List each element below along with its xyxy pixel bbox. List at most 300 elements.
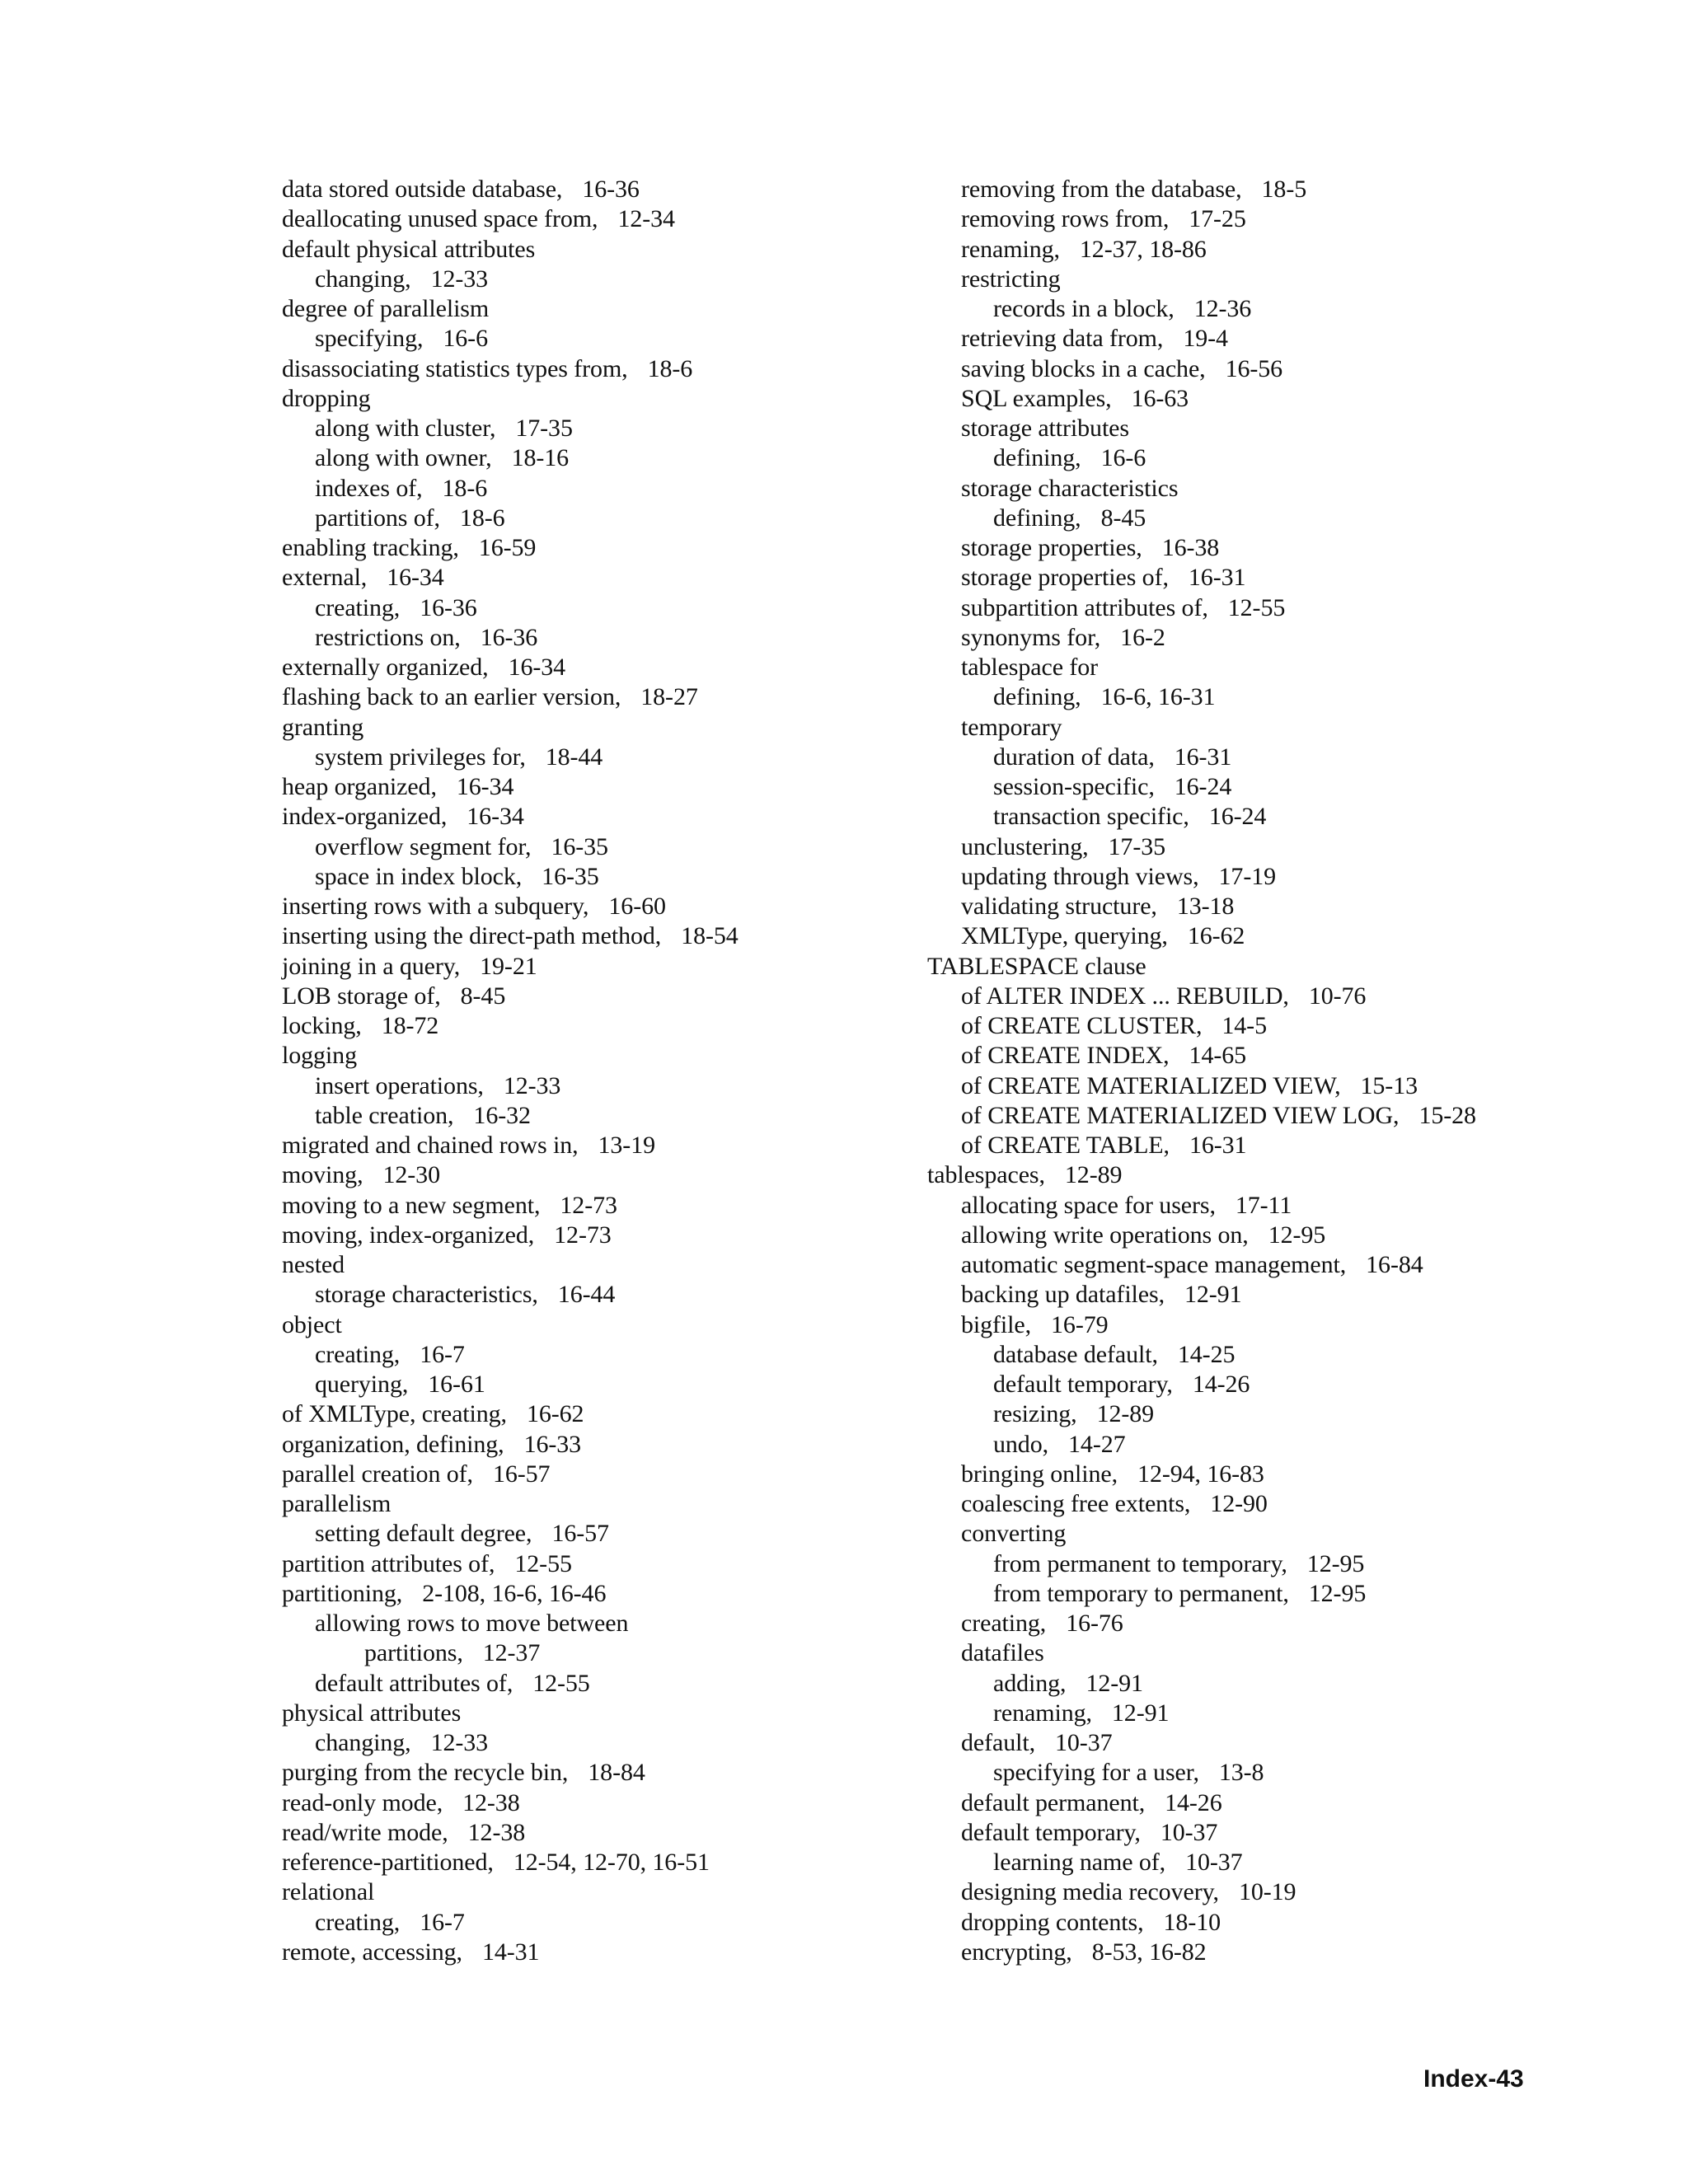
- index-entry: [282, 653, 875, 682]
- index-page-refs: 16-61: [428, 1371, 485, 1398]
- index-entry: [282, 1310, 875, 1340]
- index-entry: [927, 862, 1587, 892]
- index-entry: [927, 1191, 1587, 1221]
- index-term: tablespace for: [961, 654, 1099, 681]
- index-term: nested: [282, 1251, 345, 1278]
- index-term: default physical attributes: [282, 235, 536, 263]
- index-term: coalescing free extents,: [961, 1490, 1191, 1517]
- index-entry: [927, 563, 1587, 593]
- index-term: learning name of,: [993, 1849, 1166, 1876]
- index-page-refs: 15-13: [1360, 1071, 1418, 1099]
- index-entry: [282, 414, 875, 443]
- index-entry: [927, 1041, 1587, 1071]
- index-page-refs: 12-33: [430, 265, 489, 293]
- index-entry: [927, 1818, 1587, 1848]
- index-entry: [927, 1340, 1587, 1370]
- index-term: allowing rows to move between: [315, 1610, 629, 1637]
- index-page-refs: 12-55: [514, 1549, 572, 1577]
- index-entry: [927, 952, 1587, 982]
- index-term: removing from the database,: [961, 176, 1242, 203]
- index-column-right: [927, 175, 1587, 1967]
- index-term: querying,: [315, 1371, 409, 1398]
- index-page-refs: 12-38: [467, 1818, 526, 1846]
- index-page-refs: 12-89: [1064, 1161, 1123, 1189]
- index-term: of CREATE CLUSTER,: [961, 1012, 1203, 1039]
- index-page-refs: 14-65: [1189, 1042, 1247, 1070]
- index-page-refs: 17-11: [1235, 1191, 1292, 1219]
- index-entry: [927, 414, 1587, 443]
- index-entry: [927, 1938, 1587, 1967]
- index-term: of CREATE MATERIALIZED VIEW,: [961, 1071, 1341, 1099]
- index-entry: [927, 504, 1587, 533]
- index-entry: [927, 1221, 1587, 1250]
- index-page-refs: 16-31: [1174, 743, 1232, 771]
- index-term: renaming,: [993, 1699, 1092, 1727]
- index-entry: [282, 1071, 875, 1101]
- index-term: session-specific,: [993, 773, 1155, 800]
- index-page-refs: 12-73: [554, 1221, 612, 1249]
- index-page-refs: 18-54: [681, 922, 738, 950]
- index-entry: [282, 892, 875, 921]
- index-term: specifying for a user,: [993, 1759, 1199, 1787]
- index-entry: [282, 921, 875, 951]
- index-page-refs: 19-4: [1183, 325, 1228, 353]
- index-term: disassociating statistics types from,: [282, 354, 628, 382]
- index-entry: [282, 1788, 875, 1818]
- index-term: restrictions on,: [315, 623, 461, 651]
- index-term: default permanent,: [961, 1788, 1146, 1816]
- index-page-refs: 16-34: [467, 803, 524, 831]
- index-term: datafiles: [961, 1639, 1044, 1667]
- index-term: undo,: [993, 1430, 1049, 1458]
- index-entry: [282, 802, 875, 832]
- index-term: TABLESPACE clause: [927, 952, 1146, 980]
- index-term: subpartition attributes of,: [961, 593, 1208, 621]
- index-term: defining,: [993, 504, 1081, 532]
- index-entry: [927, 1788, 1587, 1818]
- index-term: partitions of,: [315, 504, 440, 532]
- index-entry: [282, 443, 875, 473]
- index-page-refs: 13-18: [1176, 893, 1235, 920]
- index-page-refs: 18-5: [1261, 176, 1307, 203]
- index-entry: [282, 1728, 875, 1758]
- index-page-refs: 12-91: [1085, 1669, 1143, 1697]
- index-page-refs: 14-25: [1177, 1340, 1236, 1368]
- index-term: from temporary to permanent,: [993, 1579, 1289, 1607]
- index-page-refs: 17-25: [1189, 205, 1246, 233]
- index-page-refs: 17-35: [1108, 832, 1166, 860]
- index-page-refs: 17-35: [515, 415, 573, 442]
- index-entry: [282, 862, 875, 892]
- index-term: indexes of,: [315, 474, 423, 502]
- index-entry: [927, 1071, 1587, 1101]
- index-term: externally organized,: [282, 654, 489, 681]
- index-term: deallocating unused space from,: [282, 205, 598, 233]
- index-entry: [927, 1011, 1587, 1041]
- index-page-refs: 12-38: [462, 1788, 520, 1816]
- index-page-refs: 12-34: [617, 205, 675, 233]
- index-entry: [927, 921, 1587, 951]
- index-term: allowing write operations on,: [961, 1221, 1249, 1249]
- index-term: creating,: [315, 1908, 401, 1936]
- index-term: duration of data,: [993, 743, 1155, 771]
- index-entry: [927, 743, 1587, 772]
- index-term: of CREATE TABLE,: [961, 1132, 1170, 1159]
- index-entry: [927, 474, 1587, 504]
- index-entry: [282, 772, 875, 802]
- index-page-refs: 8-53, 16-82: [1091, 1938, 1207, 1966]
- index-entry: [282, 265, 875, 294]
- index-page-refs: 14-31: [481, 1938, 540, 1966]
- index-entry: [927, 1549, 1587, 1579]
- index-page-refs: 12-91: [1184, 1281, 1242, 1309]
- index-term: along with owner,: [315, 444, 492, 472]
- index-entry: [282, 1011, 875, 1041]
- index-page-refs: 12-33: [430, 1729, 489, 1756]
- index-page-refs: 18-6: [459, 504, 505, 532]
- index-term: moving to a new segment,: [282, 1191, 541, 1219]
- index-entry: [282, 1399, 875, 1429]
- index-term: heap organized,: [282, 773, 437, 800]
- index-term: object: [282, 1310, 342, 1338]
- index-entry: [282, 1579, 875, 1609]
- index-entry: [282, 354, 875, 384]
- index-page-refs: 16-24: [1208, 803, 1267, 831]
- index-term: unclustering,: [961, 832, 1089, 860]
- index-term: space in index block,: [315, 862, 523, 890]
- index-page-refs: 16-36: [582, 176, 640, 203]
- index-entry: [282, 743, 875, 772]
- index-term: renaming,: [961, 235, 1060, 263]
- index-term: parallelism: [282, 1490, 392, 1517]
- index-entry: [927, 324, 1587, 354]
- index-entry: [927, 204, 1587, 234]
- index-entry: [282, 1280, 875, 1310]
- index-term: remote, accessing,: [282, 1938, 462, 1966]
- index-entry: [282, 1938, 875, 1967]
- index-page-refs: 16-35: [551, 832, 608, 860]
- index-page-refs: 17-19: [1218, 862, 1277, 890]
- index-page-refs: 12-55: [532, 1669, 590, 1697]
- index-page-refs: 18-44: [545, 743, 603, 771]
- index-term: synonyms for,: [961, 623, 1101, 651]
- index-page-refs: 10-19: [1238, 1878, 1296, 1906]
- page-number-footer: Index-43: [1423, 2065, 1524, 2093]
- index-entry: [282, 1131, 875, 1160]
- index-page-refs: 16-76: [1066, 1610, 1123, 1637]
- index-entry: [282, 1609, 875, 1638]
- index-entry: [927, 1579, 1587, 1609]
- index-entry: [282, 324, 875, 354]
- index-term: storage attributes: [961, 415, 1129, 442]
- index-page-refs: 12-54, 12-70, 16-51: [513, 1849, 710, 1876]
- index-term: default temporary,: [961, 1818, 1141, 1846]
- index-page-refs: 18-16: [511, 444, 570, 472]
- index-page-refs: 16-31: [1188, 564, 1246, 592]
- index-entry: [927, 1250, 1587, 1280]
- index-term: resizing,: [993, 1400, 1077, 1428]
- index-term: of ALTER INDEX ... REBUILD,: [961, 982, 1289, 1010]
- index-entry: [927, 802, 1587, 832]
- index-term: partitions,: [364, 1639, 463, 1667]
- index-entry: [927, 1848, 1587, 1877]
- index-entry: [282, 1041, 875, 1071]
- index-term: converting: [961, 1520, 1067, 1548]
- index-entry: [282, 952, 875, 982]
- index-entry: [927, 892, 1587, 921]
- index-entry: [927, 265, 1587, 294]
- index-page-refs: 12-37, 18-86: [1079, 235, 1207, 263]
- index-page-refs: 16-34: [508, 654, 566, 681]
- index-term: joining in a query,: [282, 952, 461, 980]
- index-term: of XMLType, creating,: [282, 1400, 507, 1428]
- index-term: reference-partitioned,: [282, 1849, 494, 1876]
- index-page-refs: 12-90: [1210, 1490, 1268, 1517]
- index-entry: [282, 1669, 875, 1699]
- index-term: storage characteristics,: [315, 1281, 538, 1309]
- index-entry: [282, 294, 875, 324]
- index-page-refs: 16-6, 16-31: [1100, 683, 1216, 711]
- index-page-refs: 16-59: [478, 534, 537, 561]
- index-entry: [927, 1758, 1587, 1788]
- index-entry: [927, 443, 1587, 473]
- index-page-refs: 16-63: [1131, 384, 1189, 412]
- index-page-refs: 14-5: [1221, 1012, 1267, 1039]
- index-page-refs: 16-36: [480, 623, 538, 651]
- index-term: LOB storage of,: [282, 982, 441, 1010]
- index-page-refs: 16-79: [1051, 1310, 1109, 1338]
- index-page-refs: 18-6: [647, 354, 693, 382]
- index-term: changing,: [315, 1729, 411, 1756]
- index-entry: [927, 623, 1587, 653]
- index-term: creating,: [315, 593, 401, 621]
- index-term: database default,: [993, 1340, 1158, 1368]
- index-page-refs: 16-32: [473, 1101, 531, 1129]
- index-term: bringing online,: [961, 1460, 1118, 1488]
- index-entry: [282, 1877, 875, 1907]
- index-term: parallel creation of,: [282, 1460, 473, 1488]
- index-page-refs: 12-94, 16-83: [1137, 1460, 1264, 1488]
- index-term: partition attributes of,: [282, 1549, 495, 1577]
- index-entry: [927, 1160, 1587, 1190]
- index-term: external,: [282, 564, 368, 592]
- index-entry: [927, 772, 1587, 802]
- index-term: insert operations,: [315, 1071, 484, 1099]
- index-term: restricting: [961, 265, 1061, 293]
- index-entry: [282, 1101, 875, 1131]
- index-entry: [927, 1728, 1587, 1758]
- index-entry: [927, 1877, 1587, 1907]
- index-page-refs: 16-62: [1187, 922, 1245, 950]
- index-entry: [282, 1818, 875, 1848]
- index-page-refs: 16-57: [492, 1460, 551, 1488]
- index-entry: [282, 474, 875, 504]
- index-entry: [282, 982, 875, 1011]
- index-term: storage properties of,: [961, 564, 1169, 592]
- index-entry: [927, 1460, 1587, 1489]
- index-page-refs: 16-44: [557, 1281, 616, 1309]
- index-entry: [282, 384, 875, 414]
- index-term: system privileges for,: [315, 743, 526, 771]
- index-term: locking,: [282, 1012, 362, 1039]
- index-entry: [927, 653, 1587, 682]
- index-entry: [927, 533, 1587, 563]
- index-page-refs: 12-95: [1268, 1221, 1326, 1249]
- index-page-refs: 10-76: [1308, 982, 1367, 1010]
- index-page-refs: 12-37: [482, 1639, 541, 1667]
- index-entry: [282, 1638, 875, 1668]
- index-entry: [927, 982, 1587, 1011]
- index-page-refs: 12-73: [560, 1191, 617, 1219]
- index-entry: [282, 1160, 875, 1190]
- index-entry: [927, 384, 1587, 414]
- index-entry: [927, 1638, 1587, 1668]
- index-entry: [927, 1131, 1587, 1160]
- index-entry: [282, 1250, 875, 1280]
- index-term: partitioning,: [282, 1579, 403, 1607]
- index-term: SQL examples,: [961, 384, 1112, 412]
- index-page-refs: 12-55: [1227, 593, 1286, 621]
- index-entry: [282, 1340, 875, 1370]
- index-term: automatic segment-space management,: [961, 1251, 1347, 1278]
- index-term: enabling tracking,: [282, 534, 459, 561]
- index-entry: [927, 1310, 1587, 1340]
- index-term: updating through views,: [961, 862, 1199, 890]
- index-entry: [282, 504, 875, 533]
- index-page-refs: 16-7: [420, 1908, 465, 1936]
- index-entry: [282, 1430, 875, 1460]
- index-entry: [282, 1908, 875, 1938]
- index-entry: [927, 1399, 1587, 1429]
- index-page-refs: 16-34: [456, 773, 514, 800]
- index-term: inserting rows with a subquery,: [282, 893, 589, 920]
- index-page-refs: 18-10: [1163, 1908, 1221, 1936]
- index-page-refs: 2-108, 16-6, 16-46: [422, 1579, 607, 1607]
- index-page-refs: 16-6: [1100, 444, 1146, 472]
- index-entry: [927, 1669, 1587, 1699]
- index-entry: [927, 1430, 1587, 1460]
- index-entry: [927, 832, 1587, 862]
- index-term: purging from the recycle bin,: [282, 1759, 569, 1787]
- index-page-refs: 12-95: [1308, 1579, 1367, 1607]
- index-term: of CREATE INDEX,: [961, 1042, 1170, 1070]
- index-term: flashing back to an earlier version,: [282, 683, 621, 711]
- index-entry: [282, 563, 875, 593]
- index-entry: [927, 354, 1587, 384]
- index-term: moving, index-organized,: [282, 1221, 535, 1249]
- index-entry: [282, 682, 875, 712]
- index-term: temporary: [961, 713, 1062, 741]
- index-page-refs: 12-33: [503, 1071, 561, 1099]
- index-term: data stored outside database,: [282, 176, 563, 203]
- index-term: read/write mode,: [282, 1818, 448, 1846]
- index-term: allocating space for users,: [961, 1191, 1216, 1219]
- index-page-refs: 16-35: [542, 862, 599, 890]
- index-page-refs: 14-26: [1165, 1788, 1222, 1816]
- index-page-refs: 8-45: [1100, 504, 1146, 532]
- index-page-refs: 13-8: [1218, 1759, 1264, 1787]
- index-entry: [282, 175, 875, 204]
- index-term: degree of parallelism: [282, 295, 490, 322]
- index-entry: [927, 1908, 1587, 1938]
- index-entry: [927, 713, 1587, 743]
- index-page-refs: 12-30: [382, 1161, 440, 1189]
- index-page-refs: 16-2: [1120, 623, 1165, 651]
- index-term: saving blocks in a cache,: [961, 354, 1206, 382]
- index-term: adding,: [993, 1669, 1067, 1697]
- index-entry: [282, 623, 875, 653]
- index-entry: [927, 1101, 1587, 1131]
- index-term: dropping: [282, 384, 371, 412]
- index-entry: [282, 1489, 875, 1519]
- index-entry: [282, 1221, 875, 1250]
- index-term: default attributes of,: [315, 1669, 513, 1697]
- index-entry: [282, 1758, 875, 1788]
- index-term: index-organized,: [282, 803, 448, 831]
- index-entry: [282, 1519, 875, 1549]
- index-term: defining,: [993, 444, 1081, 472]
- index-term: of CREATE MATERIALIZED VIEW LOG,: [961, 1101, 1400, 1129]
- index-term: changing,: [315, 265, 411, 293]
- index-page-refs: 16-60: [608, 893, 666, 920]
- index-term: migrated and chained rows in,: [282, 1132, 579, 1159]
- index-page-refs: 18-84: [588, 1759, 645, 1787]
- index-entry: [927, 235, 1587, 265]
- index-entry: [282, 1191, 875, 1221]
- index-term: default,: [961, 1729, 1035, 1756]
- index-term: tablespaces,: [927, 1161, 1045, 1189]
- index-entry: [927, 294, 1587, 324]
- index-page-refs: 16-33: [523, 1430, 582, 1458]
- index-term: from permanent to temporary,: [993, 1549, 1287, 1577]
- index-term: bigfile,: [961, 1310, 1032, 1338]
- index-entry: [282, 1699, 875, 1728]
- index-page-refs: 19-21: [480, 952, 537, 980]
- index-term: XMLType, querying,: [961, 922, 1168, 950]
- index-term: backing up datafiles,: [961, 1281, 1165, 1309]
- index-term: creating,: [961, 1610, 1047, 1637]
- index-term: read-only mode,: [282, 1788, 443, 1816]
- index-entry: [282, 832, 875, 862]
- index-entry: [282, 593, 875, 623]
- index-page-refs: 16-24: [1174, 773, 1232, 800]
- index-term: logging: [282, 1042, 357, 1070]
- index-term: retrieving data from,: [961, 325, 1164, 353]
- index-term: encrypting,: [961, 1938, 1072, 1966]
- index-entry: [927, 1699, 1587, 1728]
- index-term: inserting using the direct-path method,: [282, 922, 662, 950]
- index-page-refs: 12-89: [1096, 1400, 1155, 1428]
- index-page-refs: 18-6: [442, 474, 488, 502]
- index-page-refs: 15-28: [1418, 1101, 1476, 1129]
- index-page-refs: 8-45: [460, 982, 506, 1010]
- index-term: storage characteristics: [961, 474, 1179, 502]
- index-term: validating structure,: [961, 893, 1157, 920]
- index-entry: [927, 1609, 1587, 1638]
- index-entry: [282, 1460, 875, 1489]
- index-entry: [282, 713, 875, 743]
- index-page-refs: 16-7: [420, 1340, 465, 1368]
- index-term: specifying,: [315, 325, 424, 353]
- index-term: relational: [282, 1878, 375, 1906]
- index-page-refs: 16-57: [551, 1520, 609, 1548]
- index-page-refs: 16-34: [387, 564, 444, 592]
- index-term: records in a block,: [993, 295, 1175, 322]
- index-page-refs: 13-19: [598, 1132, 655, 1159]
- index-entry: [282, 1370, 875, 1399]
- index-term: defining,: [993, 683, 1081, 711]
- index-page-refs: 18-72: [381, 1012, 439, 1039]
